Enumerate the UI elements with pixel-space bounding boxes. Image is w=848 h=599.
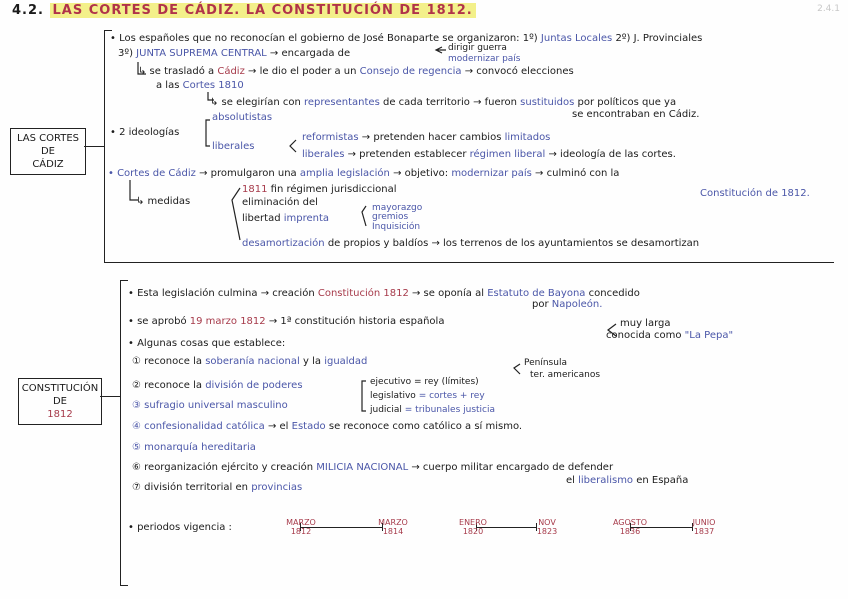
s2-b1b: por Napoleón.	[532, 299, 603, 310]
poderes-brace	[362, 381, 366, 411]
s2-i2: ② reconoce la división de poderes	[132, 380, 303, 391]
s1-line2: 3º) JUNTA SUPREMA CENTRAL → encargada de	[118, 48, 351, 59]
junta-suprema: JUNTA SUPREMA CENTRAL	[136, 48, 267, 59]
period-date: ENERO 1820	[459, 518, 487, 536]
period-date: NOV 1823	[536, 518, 558, 536]
down-arrow-stroke	[138, 62, 146, 74]
s2-peninsula: Península	[524, 358, 567, 368]
s2-b1: • Esta legislación culmina → creación Constitución 1812 → se oponía al Estatuto de Bayona concedido	[128, 288, 640, 299]
s1-cortes: • Cortes de Cádiz → promulgaron una amplia legislación → objetivo: modernizar país → culminó con la	[108, 168, 620, 179]
s2-ejecutivo: ejecutivo = rey (límites)	[370, 377, 479, 387]
s2-periodos: • periodos vigencia :	[128, 522, 232, 533]
medidas-brace	[232, 188, 240, 240]
s1-mayorazgo: mayorazgo	[372, 203, 423, 213]
s2-i6: ⑥ reorganización ejército y creación MILICIA NACIONAL → cuerpo militar encargado de defender	[132, 462, 614, 473]
page-mark: 2.4.1	[817, 4, 840, 14]
box1-line: DE	[40, 146, 56, 157]
juntas-locales: Juntas Locales	[540, 33, 613, 44]
box1-line: LAS CORTES	[16, 133, 80, 144]
s1-liberales2: liberales → pretenden establecer régimen liberal → ideología de las cortes.	[302, 149, 676, 160]
period-date: AGOSTO 1836	[612, 518, 648, 536]
s1-line5b: se encontraban en Cádiz.	[572, 109, 700, 120]
medidas-stroke	[130, 180, 138, 200]
cadiz: Cádiz	[217, 66, 245, 77]
s2-i5: ⑤ monarquía hereditaria	[132, 442, 256, 453]
s2-i1: ① reconoce la soberanía nacional y la igualdad	[132, 356, 368, 367]
s1-dirigir: dirigir guerra	[448, 43, 507, 53]
s2-i3: ③ sufragio universal masculino	[132, 400, 288, 411]
title-text: LAS CORTES DE CÁDIZ. LA CONSTITUCIÓN DE 1812.	[50, 3, 476, 18]
period-date: JUNIO 1837	[692, 518, 716, 536]
s1-m1: 1811 fin régimen jurisdiccional	[242, 184, 397, 195]
s1-line3: ↳ se trasladó a Cádiz → le dio el poder a un Consejo de regencia → convocó elecciones	[138, 66, 574, 77]
s2-judicial: judicial = tribunales justicia	[370, 405, 496, 415]
box2-line: DE	[52, 396, 68, 407]
title-number: 4.2.	[12, 3, 44, 18]
s2-legislativo: legislativo = cortes + rey	[370, 391, 485, 401]
s1-line1: • Los españoles que no reconocían el gobierno de José Bonaparte se organizaron: 1º) Juntas Locales 2º) J. Provinciales	[110, 33, 703, 44]
s1-reformistas: reformistas → pretenden hacer cambios limitados	[302, 132, 551, 143]
consejo-regencia: Consejo de regencia	[359, 66, 462, 77]
s1-m2: eliminación del	[242, 197, 318, 208]
period-date: MARZO 1812	[286, 518, 316, 536]
s1-medidas: ↳ medidas	[136, 196, 191, 207]
s1-liberales: liberales	[212, 141, 255, 152]
s1-absolutistas: absolutistas	[212, 112, 273, 123]
s2-b2: • se aprobó 19 marzo 1812 → 1ª constitución historia española	[128, 316, 445, 327]
s2-i6b: el liberalismo en España	[566, 475, 689, 486]
period-date: MARZO 1814	[378, 518, 408, 536]
down-arrow-stroke	[208, 92, 214, 100]
cortes-1810: Cortes 1810	[182, 80, 244, 91]
representantes: representantes	[303, 97, 380, 108]
s2-b3: • Algunas cosas que establece:	[128, 338, 286, 349]
box1-line: CÁDIZ	[32, 159, 64, 170]
s2-i4: ④ confesionalidad católica → el Estado se reconoce como católico a sí mismo.	[132, 421, 523, 432]
igualdad-brace	[514, 364, 520, 374]
s1-m3: libertad imprenta	[242, 213, 330, 224]
s1-modernizar: modernizar país	[448, 54, 521, 64]
box2-line: 1812	[47, 409, 73, 420]
s1-constitucion: Constitución de 1812.	[700, 188, 810, 199]
s1-ideologias: • 2 ideologías	[110, 127, 180, 138]
eliminacion-brace	[362, 206, 366, 226]
s1-line5: ↳ se elegirían con representantes de cada territorio → fueron sustituidos por políticos que ya	[210, 97, 677, 108]
s1-line4: a las Cortes 1810	[156, 80, 244, 91]
s2-pepa: conocida como "La Pepa"	[606, 330, 734, 341]
arrow-stroke	[436, 47, 446, 53]
s1-inquisicion: Inquisición	[372, 222, 421, 232]
liberales-brace	[290, 140, 296, 152]
s1-gremios: gremios	[372, 212, 409, 222]
box2-line: CONSTITUCIÓN	[21, 383, 99, 394]
s2-larga: muy larga	[620, 318, 671, 329]
s1-m4: desamortización de propios y baldíos → los terrenos de los ayuntamientos se desamortizan	[242, 238, 700, 249]
s2-i7: ⑦ división territorial en provincias	[132, 482, 303, 493]
pepa-brace	[608, 324, 616, 336]
sustituidos: sustituidos	[520, 97, 575, 108]
s2-ter: ter. americanos	[530, 370, 601, 380]
ideologias-brace	[206, 120, 210, 146]
